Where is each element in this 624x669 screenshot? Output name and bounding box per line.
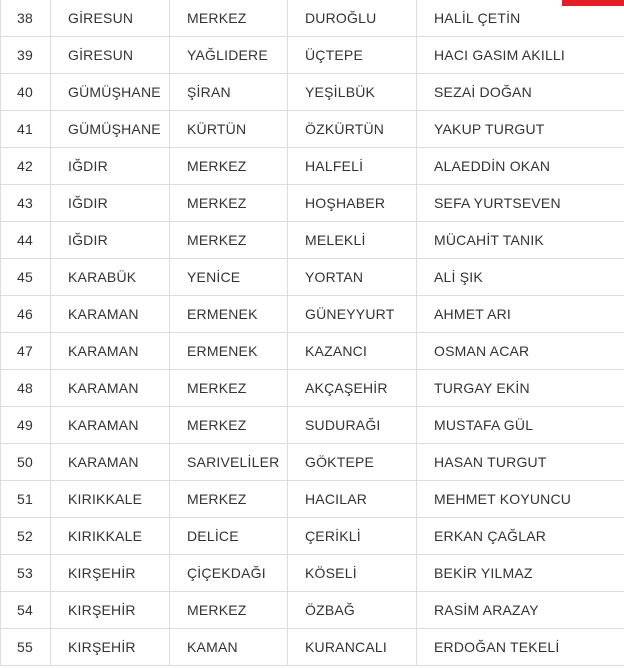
district-cell: MERKEZ bbox=[170, 0, 288, 37]
row-number: 52 bbox=[1, 518, 51, 555]
village-cell: SUDURAĞI bbox=[288, 407, 417, 444]
village-cell: KÖSELİ bbox=[288, 555, 417, 592]
village-cell: DUROĞLU bbox=[288, 0, 417, 37]
name-cell: SEFA YURTSEVEN bbox=[417, 185, 624, 222]
row-number: 54 bbox=[1, 592, 51, 629]
name-cell: AHMET ARI bbox=[417, 296, 624, 333]
province-cell: IĞDIR bbox=[51, 185, 170, 222]
row-number: 46 bbox=[1, 296, 51, 333]
village-cell: HACILAR bbox=[288, 481, 417, 518]
village-cell: ÖZKÜRTÜN bbox=[288, 111, 417, 148]
name-cell: MUSTAFA GÜL bbox=[417, 407, 624, 444]
table-row bbox=[1, 148, 624, 185]
province-cell: KIRŞEHİR bbox=[51, 629, 170, 666]
province-cell: IĞDIR bbox=[51, 148, 170, 185]
row-number: 55 bbox=[1, 629, 51, 666]
name-cell: TURGAY EKİN bbox=[417, 370, 624, 407]
district-cell: MERKEZ bbox=[170, 222, 288, 259]
province-cell: IĞDIR bbox=[51, 222, 170, 259]
province-cell: KIRIKKALE bbox=[51, 481, 170, 518]
district-cell: ERMENEK bbox=[170, 333, 288, 370]
village-cell: YORTAN bbox=[288, 259, 417, 296]
district-cell: SARIVELİLER bbox=[170, 444, 288, 481]
row-number: 51 bbox=[1, 481, 51, 518]
table-row bbox=[1, 296, 624, 333]
province-cell: KARABÜK bbox=[51, 259, 170, 296]
row-number: 50 bbox=[1, 444, 51, 481]
row-number: 48 bbox=[1, 370, 51, 407]
province-cell: KARAMAN bbox=[51, 333, 170, 370]
name-cell: ERKAN ÇAĞLAR bbox=[417, 518, 624, 555]
table-row bbox=[1, 518, 624, 555]
village-cell: GÖKTEPE bbox=[288, 444, 417, 481]
row-number: 42 bbox=[1, 148, 51, 185]
province-cell: GÜMÜŞHANE bbox=[51, 74, 170, 111]
table-body bbox=[1, 0, 624, 666]
row-number: 49 bbox=[1, 407, 51, 444]
province-cell: KIRŞEHİR bbox=[51, 555, 170, 592]
name-cell: RASİM ARAZAY bbox=[417, 592, 624, 629]
village-cell: HOŞHABER bbox=[288, 185, 417, 222]
name-cell: HASAN TURGUT bbox=[417, 444, 624, 481]
name-cell: SEZAİ DOĞAN bbox=[417, 74, 624, 111]
row-number: 47 bbox=[1, 333, 51, 370]
name-cell: ALAEDDİN OKAN bbox=[417, 148, 624, 185]
table-row bbox=[1, 37, 624, 74]
district-cell: ŞİRAN bbox=[170, 74, 288, 111]
province-cell: KARAMAN bbox=[51, 370, 170, 407]
table-row bbox=[1, 185, 624, 222]
district-cell: MERKEZ bbox=[170, 370, 288, 407]
row-number: 41 bbox=[1, 111, 51, 148]
village-cell: AKÇAŞEHİR bbox=[288, 370, 417, 407]
village-cell: ÜÇTEPE bbox=[288, 37, 417, 74]
row-number: 44 bbox=[1, 222, 51, 259]
name-cell: ALİ ŞIK bbox=[417, 259, 624, 296]
province-cell: KARAMAN bbox=[51, 296, 170, 333]
district-cell: KÜRTÜN bbox=[170, 111, 288, 148]
table-row bbox=[1, 74, 624, 111]
province-cell: KIRIKKALE bbox=[51, 518, 170, 555]
province-cell: GİRESUN bbox=[51, 37, 170, 74]
name-cell: ERDOĞAN TEKELİ bbox=[417, 629, 624, 666]
name-cell: OSMAN ACAR bbox=[417, 333, 624, 370]
name-cell: HALİL ÇETİN bbox=[417, 0, 624, 37]
province-cell: GÜMÜŞHANE bbox=[51, 111, 170, 148]
row-number: 40 bbox=[1, 74, 51, 111]
table-row bbox=[1, 370, 624, 407]
name-cell: MEHMET KOYUNCU bbox=[417, 481, 624, 518]
village-cell: ÇERİKLİ bbox=[288, 518, 417, 555]
table-row bbox=[1, 444, 624, 481]
name-cell: MÜCAHİT TANIK bbox=[417, 222, 624, 259]
district-cell: KAMAN bbox=[170, 629, 288, 666]
district-cell: YENİCE bbox=[170, 259, 288, 296]
table-row bbox=[1, 555, 624, 592]
row-number: 39 bbox=[1, 37, 51, 74]
name-cell: YAKUP TURGUT bbox=[417, 111, 624, 148]
table-row bbox=[1, 111, 624, 148]
table-row bbox=[1, 629, 624, 666]
province-cell: KIRŞEHİR bbox=[51, 592, 170, 629]
province-cell: KARAMAN bbox=[51, 444, 170, 481]
table-row bbox=[1, 333, 624, 370]
district-cell: ÇİÇEKDAĞI bbox=[170, 555, 288, 592]
village-cell: HALFELİ bbox=[288, 148, 417, 185]
table-row bbox=[1, 259, 624, 296]
row-number: 45 bbox=[1, 259, 51, 296]
row-number: 43 bbox=[1, 185, 51, 222]
village-cell: YEŞİLBÜK bbox=[288, 74, 417, 111]
village-cell: MELEKLİ bbox=[288, 222, 417, 259]
district-cell: MERKEZ bbox=[170, 148, 288, 185]
name-cell: BEKİR YILMAZ bbox=[417, 555, 624, 592]
district-cell: MERKEZ bbox=[170, 481, 288, 518]
district-cell: YAĞLIDERE bbox=[170, 37, 288, 74]
district-cell: DELİCE bbox=[170, 518, 288, 555]
table-row bbox=[1, 481, 624, 518]
province-cell: KARAMAN bbox=[51, 407, 170, 444]
district-cell: MERKEZ bbox=[170, 592, 288, 629]
table-row bbox=[1, 407, 624, 444]
district-cell: ERMENEK bbox=[170, 296, 288, 333]
district-cell: MERKEZ bbox=[170, 407, 288, 444]
name-cell: HACI GASIM AKILLI bbox=[417, 37, 624, 74]
village-cell: KAZANCI bbox=[288, 333, 417, 370]
district-cell: MERKEZ bbox=[170, 185, 288, 222]
table-row bbox=[1, 0, 624, 37]
row-number: 53 bbox=[1, 555, 51, 592]
table-row bbox=[1, 592, 624, 629]
village-cell: ÖZBAĞ bbox=[288, 592, 417, 629]
village-cell: GÜNEYYURT bbox=[288, 296, 417, 333]
row-number: 38 bbox=[1, 0, 51, 37]
village-cell: KURANCALI bbox=[288, 629, 417, 666]
province-cell: GİRESUN bbox=[51, 0, 170, 37]
table-row bbox=[1, 222, 624, 259]
